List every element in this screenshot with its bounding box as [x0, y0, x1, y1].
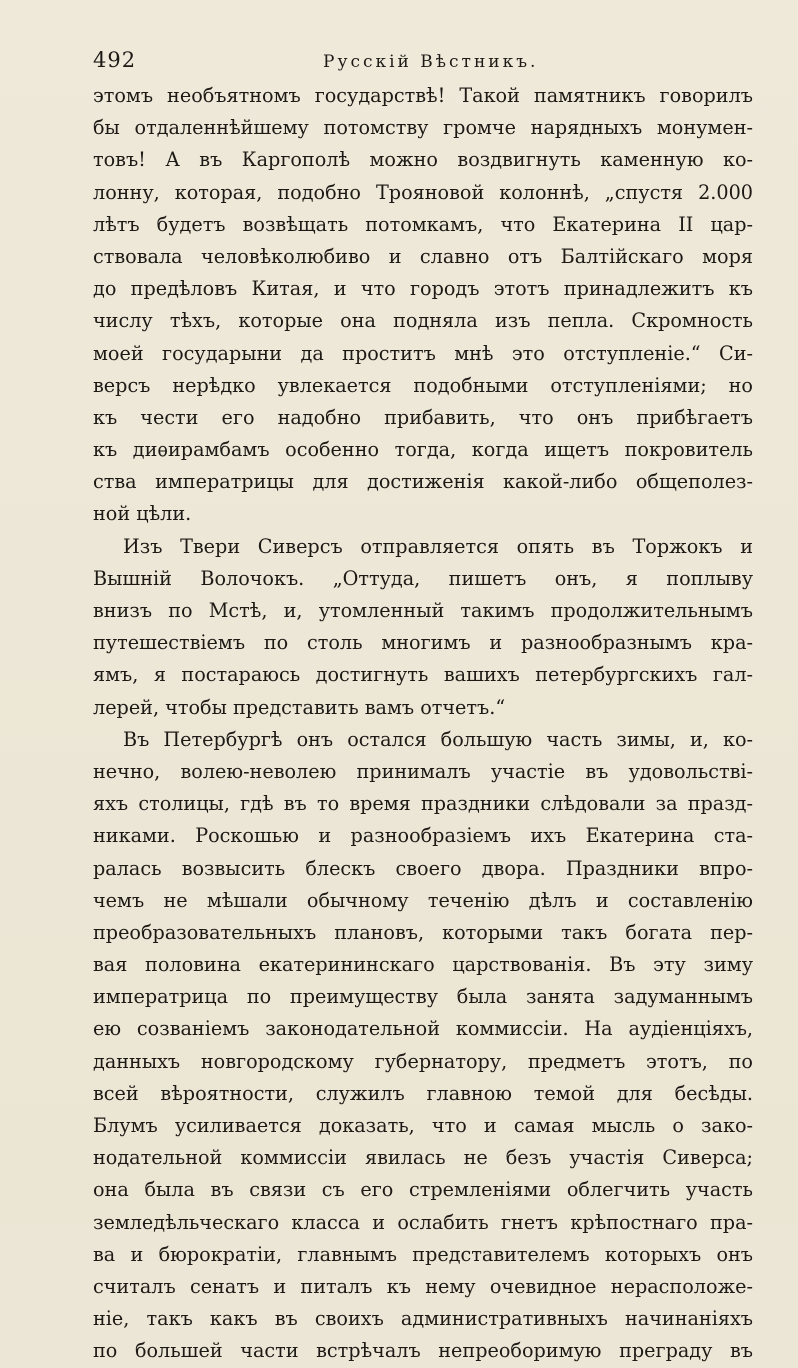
text-line: ствовала человѣколюбиво и славно отъ Балтійскаго моря [93, 244, 753, 268]
text-line: яхъ столицы, гдѣ въ то время праздники слѣдовали за празд- [93, 792, 753, 816]
text-line: никами. Роскошью и разнообразіемъ ихъ Екатерина ста- [93, 824, 753, 848]
text-line: преобразовательныхъ плановъ, которыми такъ богата пер- [93, 920, 753, 944]
text-line: земледѣльческаго класса и ослабить гнетъ крѣпостнаго пра- [93, 1210, 753, 1234]
text-line: къ чести его надобно прибавить, что онъ прибѣгаетъ [93, 405, 753, 429]
text-line: лонну, которая, подобно Трояновой колоннѣ, „спустя 2.000 [93, 180, 753, 204]
body-text [93, 80, 753, 1368]
text-line: къ диѳирамбамъ особенно тогда, когда ищетъ покровитель [93, 438, 753, 462]
text-line: чемъ не мѣшали обычному теченію дѣлъ и составленію [93, 888, 753, 912]
text-line: до предѣловъ Китая, и что городъ этотъ принадлежитъ къ [93, 277, 753, 301]
text-line: всей вѣроятности, служилъ главною темой для бесѣды. [93, 1081, 753, 1105]
text-line: внизъ по Мстѣ, и, утомленный такимъ продолжительнымъ [93, 599, 753, 622]
text-line: ства императрицы для достиженія какой-либо общеполез- [93, 470, 753, 494]
text-line: ной цѣли. [93, 502, 192, 526]
text-line: числу тѣхъ, которые она подняла изъ пепла. Скромность [93, 309, 753, 333]
text-line: нечно, волею-неволею принималъ участіе въ удовольствi- [93, 759, 753, 783]
text-line: императрица по преимуществу была занята задуманнымъ [93, 985, 753, 1009]
text-line: она была въ связи съ его стремленіями облегчить участь [93, 1178, 753, 1202]
text-line: этомъ необъятномъ государствѣ! Такой памятникъ говорилъ [93, 84, 753, 107]
text-line: бы отдаленнѣйшему потомству громче нарядныхъ монумен- [93, 116, 753, 140]
text-line: моей государыни да проститъ мнѣ это отступленіе.“ Си- [93, 341, 753, 365]
text-line: ралась возвысить блескъ своего двора. Праздники впро- [93, 856, 753, 880]
text-line: Изъ Твери Сиверсъ отправляется опять въ Торжокъ и [123, 534, 753, 558]
page-number: 492 [93, 48, 137, 72]
text-line: считалъ сенатъ и питалъ къ нему очевидное нерасположе- [93, 1274, 753, 1298]
running-title: Русскій Вѣстникъ. [323, 52, 539, 72]
text-line: ею созваніемъ законодательной коммиссіи. На аудіенціяхъ, [93, 1017, 753, 1041]
text-line: товъ! А въ Каргополѣ можно воздвигнуть каменную ко- [93, 148, 753, 172]
text-line: лерей, чтобы представить вамъ отчетъ.“ [93, 695, 506, 719]
text-line: Въ Петербургѣ онъ остался большую часть зимы, и, ко- [123, 727, 753, 751]
text-line: ва и бюрократіи, главнымъ представителемъ которыхъ онъ [93, 1242, 753, 1266]
text-line: версъ нерѣдко увлекается подобными отступленіями; но [93, 373, 753, 397]
text-line: данныхъ новгородскому губернатору, предметъ этотъ, по [93, 1049, 753, 1073]
text-line: Блумъ усиливается доказать, что и самая мысль о зако- [93, 1114, 753, 1137]
text-line: нодательной коммиссіи явилась не безъ участія Сиверса; [93, 1146, 753, 1170]
text-line: путешествіемъ по столь многимъ и разнообразнымъ кра- [93, 631, 753, 655]
page-header [93, 44, 752, 78]
text-line: лѣтъ будетъ возвѣщать потомкамъ, что Екатерина II цар- [93, 212, 753, 236]
text-line: ямъ, я постараюсь достигнуть вашихъ петербургскихъ гал- [93, 663, 753, 687]
text-line: Вышній Волочокъ. „Оттуда, пишетъ онъ, я поплыву [93, 566, 753, 590]
text-line: вая половина екатерининскаго царствованія. Въ эту зиму [93, 953, 753, 977]
text-line: ніе, такъ какъ въ своихъ административныхъ начинаніяхъ [93, 1307, 753, 1331]
text-line: по большей части встрѣчалъ непреоборимую преграду въ [93, 1339, 753, 1363]
